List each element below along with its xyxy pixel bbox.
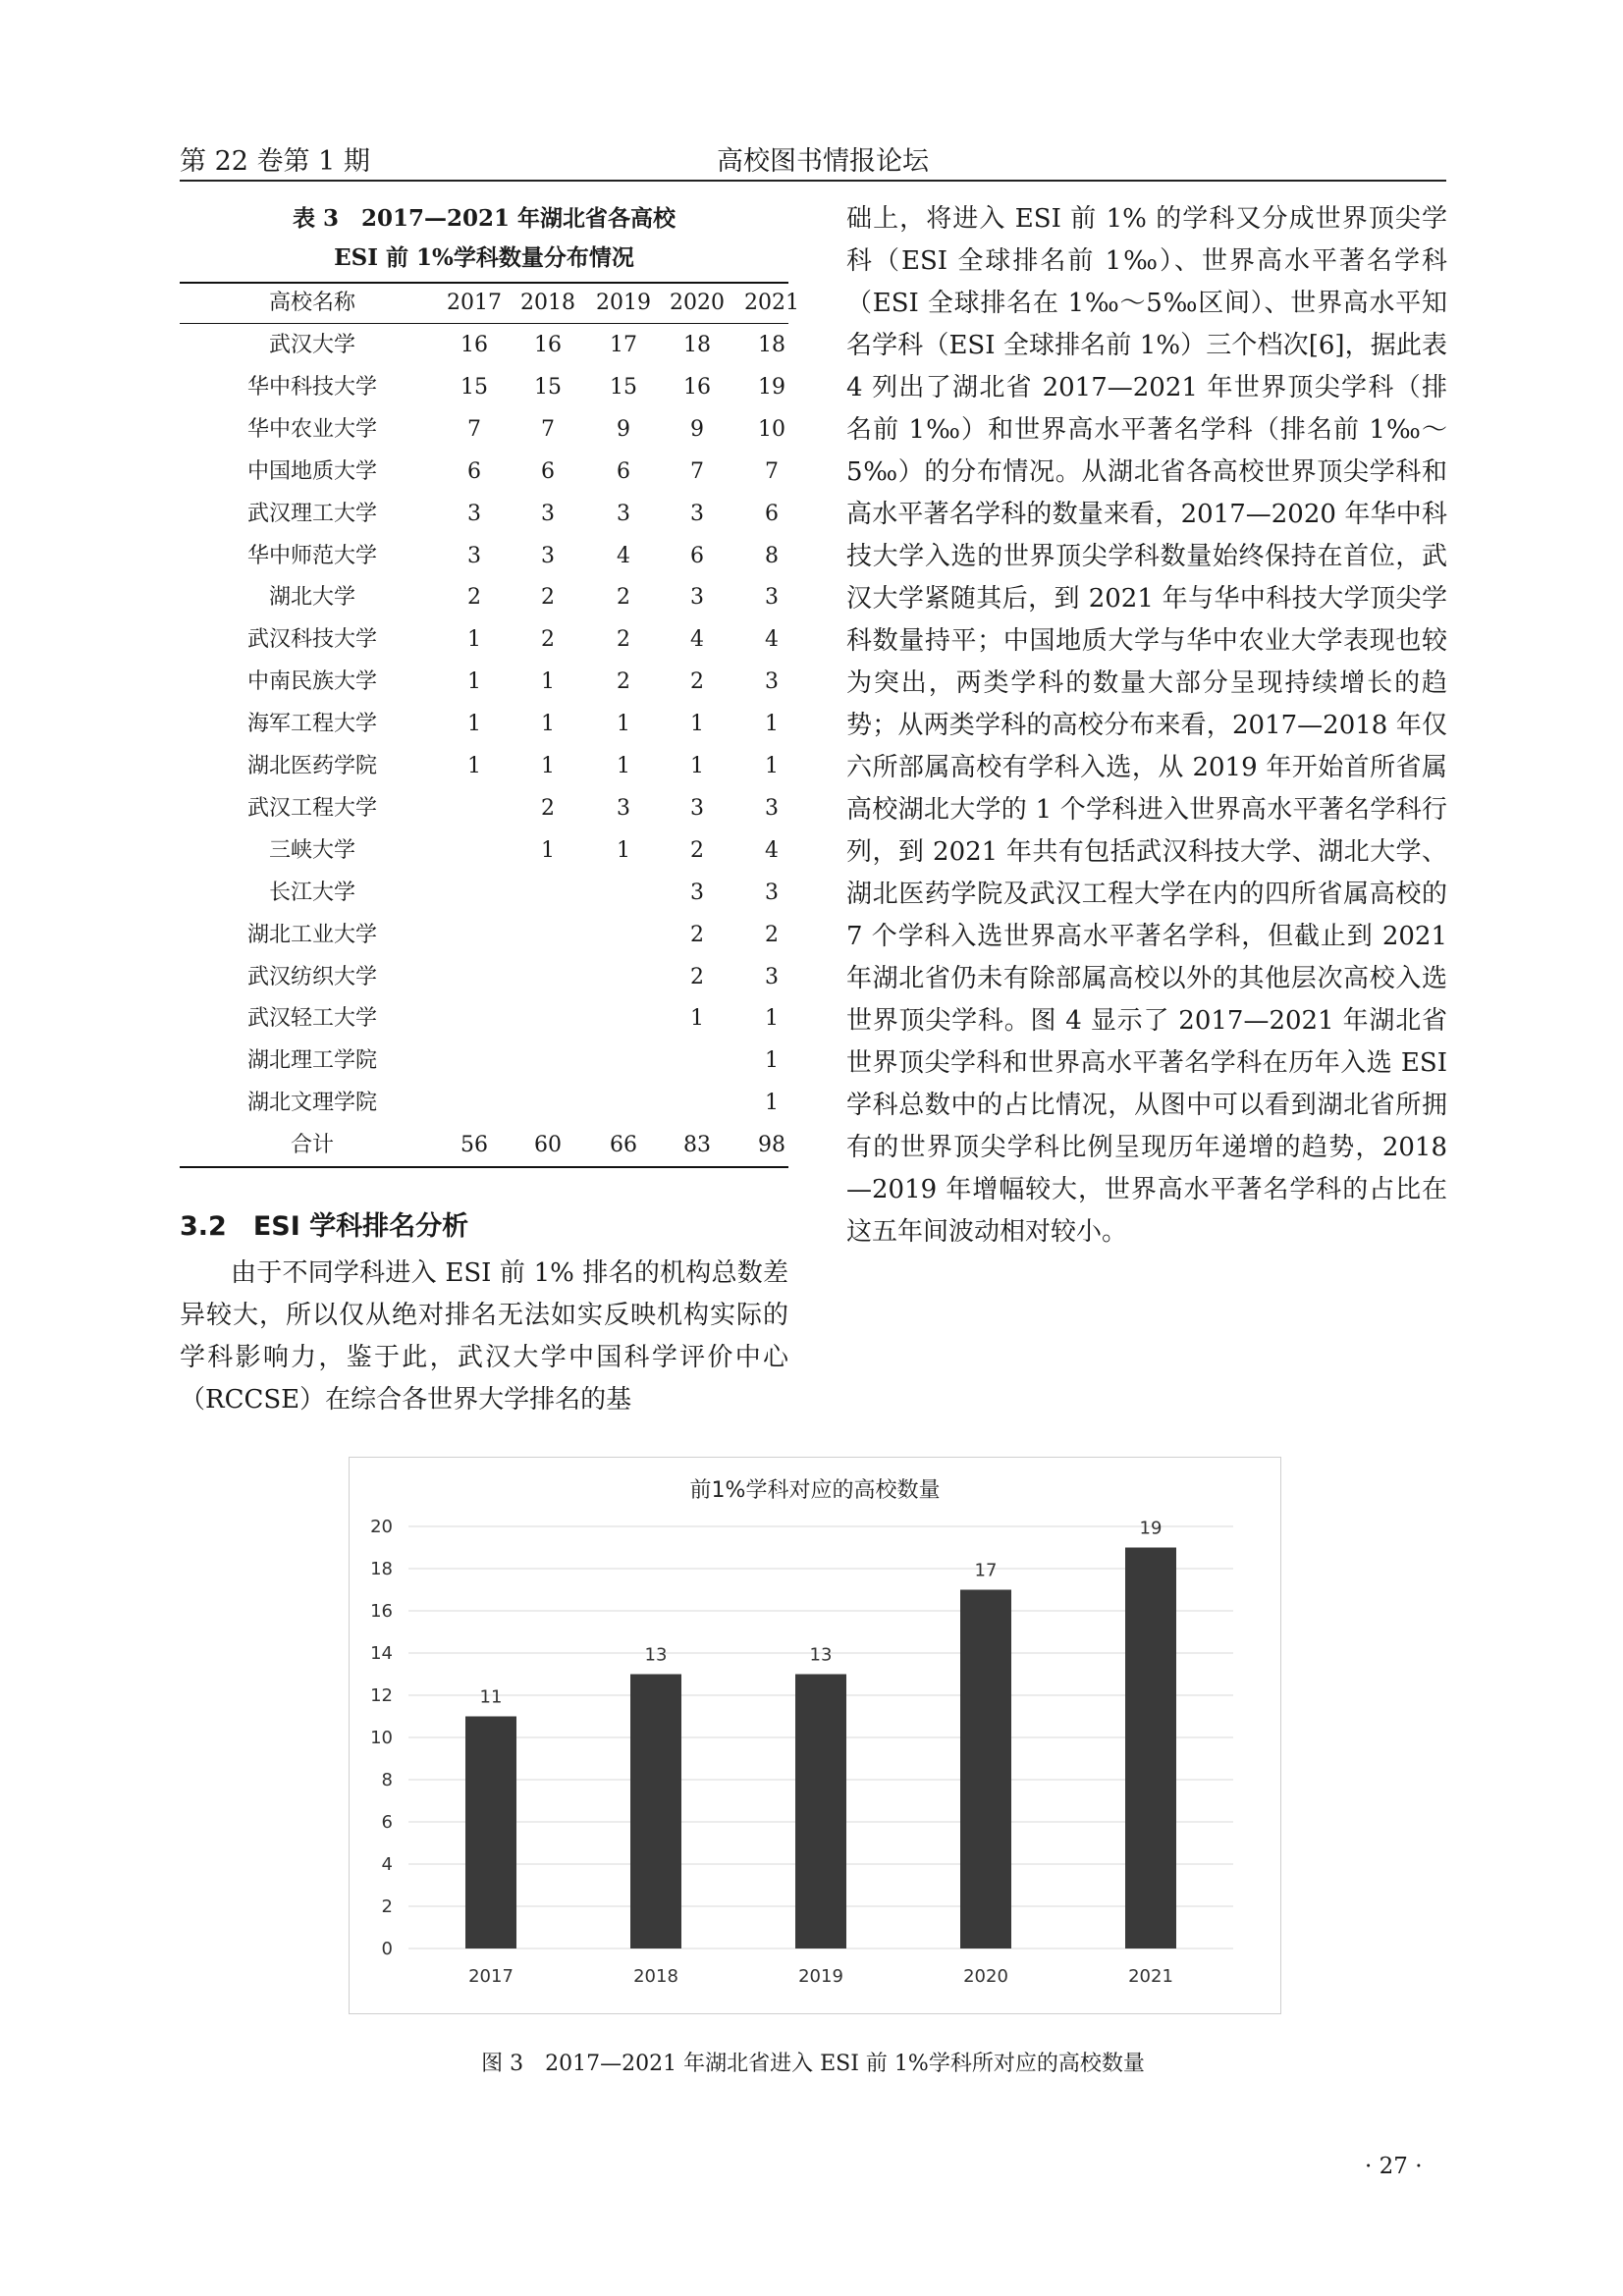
table-cell-value: 2017 bbox=[447, 291, 502, 315]
header-rule bbox=[180, 180, 1446, 182]
table-cell-value: 2 bbox=[690, 964, 704, 989]
body-paragraph: 础上，将进入 ESI 前 1% 的学科又分成世界顶尖学科（ESI 全球排名前 1‰）、世界高水平著名学科（ESI 全球排名在 1‰～5‰区间）、世界高水平知名学科（ESI 全球排名前 1%）三个档次[6]，据此表 4 列出了湖北省 2017—2021 年世界顶尖学科（排名前 1‰）和世界高水平著名学科（排名前 1‰～5‰）的分布情况。从湖北省各高校世界顶尖学科和高水平著名学科的数量来看，2017—2020 年华中科技大学入选的世界顶尖学科数量始终保持在首位，武汉大学紧随其后，到 2021 年与华中科技大学顶尖学科数量持平；中国地质大学与华中农业大学表现也较为突出，两类学科的数量大部分呈现持续增长的趋势；从两类学科的高校分布来看，2017—2018 年仅六所部属高校有学科入选，从 2019 年开始首所省属高校湖北大学的 1 个学科进入世界高水平著名学科行列，到 2021 年共有包括武汉科技大学、湖北大学、湖北医药学院及武汉工程大学在内的四所省属高校的 7 个学科入选世界高水平著名学科，但截止到 2021 年湖北省仍未有除部属高校以外的其他层次高校入选世界顶尖学科。图 4 显示了 2017—2021 年湖北省世界顶尖学科和世界高水平著名学科在历年入选 ESI 学科总数中的占比情况，从图中可以看到湖北省所拥有的世界顶尖学科比例呈现历年递增的趋势，2018—2019 年增幅较大，世界高水平著名学科的占比在这五年间波动相对较小。 bbox=[846, 204, 1447, 1247]
y-tick-label: 6 bbox=[381, 1812, 393, 1833]
table-row bbox=[180, 997, 788, 1040]
table-cell-value: 7 bbox=[467, 416, 481, 442]
table-row bbox=[180, 451, 788, 493]
data-label: 11 bbox=[479, 1686, 503, 1708]
y-tick-label: 0 bbox=[381, 1939, 393, 1959]
bar bbox=[960, 1590, 1011, 1949]
y-tick-label: 8 bbox=[381, 1770, 393, 1790]
table-cell-value: 2 bbox=[617, 669, 630, 695]
chart-canvas bbox=[350, 1458, 1280, 2013]
figure-caption: 图 3 2017—2021 年湖北省进入 ESI 前 1%学科所对应的高校数量 bbox=[481, 2052, 1145, 2076]
table-cell-value: 15 bbox=[534, 374, 562, 400]
table-cell-value: 16 bbox=[534, 333, 562, 357]
table-cell-value: 7 bbox=[690, 458, 704, 484]
table-cell-value: 16 bbox=[460, 333, 488, 357]
table-cell-value: 2 bbox=[541, 627, 555, 653]
table-cell-value: 19 bbox=[758, 374, 785, 400]
y-tick-label: 18 bbox=[370, 1559, 393, 1579]
x-tick-label: 2017 bbox=[468, 1966, 514, 1987]
table-cell-value: 8 bbox=[765, 543, 779, 568]
table-cell-value: 2021 bbox=[744, 291, 799, 315]
table-cell-name: 武汉大学 bbox=[268, 333, 355, 357]
table-row bbox=[180, 535, 788, 577]
y-tick-label: 14 bbox=[370, 1643, 393, 1664]
table-cell-value: 3 bbox=[690, 501, 704, 526]
table-cell-value: 7 bbox=[765, 458, 779, 484]
bar bbox=[630, 1675, 681, 1949]
table-cell-value: 1 bbox=[765, 1006, 779, 1032]
table-cell-value: 2018 bbox=[520, 291, 575, 315]
table-cell-value: 18 bbox=[683, 333, 711, 357]
table-cell-value: 3 bbox=[765, 669, 779, 695]
table-cell-value: 2 bbox=[690, 837, 704, 863]
table-cell-value: 2 bbox=[765, 922, 779, 947]
table-cell-value: 1 bbox=[467, 669, 481, 695]
table-cell-name: 海军工程大学 bbox=[246, 712, 377, 737]
table-subtitle: ESI 前 1%学科数量分布情况 bbox=[334, 244, 634, 271]
table-row bbox=[180, 493, 788, 535]
table-cell-value: 2 bbox=[617, 585, 630, 611]
x-tick-label: 2019 bbox=[798, 1966, 843, 1987]
table-bottom-rule bbox=[180, 1166, 788, 1168]
table-cell-value: 15 bbox=[460, 374, 488, 400]
bar-chart bbox=[349, 1457, 1281, 2014]
table-cell-value: 3 bbox=[765, 880, 779, 905]
table-cell-value: 1 bbox=[690, 754, 704, 778]
table-cell-value: 98 bbox=[758, 1133, 785, 1158]
table-cell-value: 2 bbox=[541, 585, 555, 611]
section-heading: 3.2 ESI 学科排名分析 bbox=[180, 1211, 469, 1242]
table-row bbox=[180, 1082, 788, 1124]
table-cell-value: 1 bbox=[765, 1048, 779, 1074]
table-cell-name: 武汉理工大学 bbox=[246, 501, 377, 526]
table-cell-value: 18 bbox=[758, 333, 785, 357]
table-cell-value: 3 bbox=[690, 585, 704, 611]
table-cell-value: 83 bbox=[683, 1133, 711, 1158]
y-tick-label: 10 bbox=[370, 1728, 393, 1748]
y-tick-label: 4 bbox=[381, 1854, 393, 1875]
table-cell-value: 3 bbox=[541, 501, 555, 526]
table-row bbox=[180, 703, 788, 745]
table-cell-value: 2 bbox=[541, 795, 555, 821]
y-tick-label: 2 bbox=[381, 1896, 393, 1917]
table-row bbox=[180, 914, 788, 956]
table-cell-name: 三峡大学 bbox=[268, 837, 355, 863]
left-column-text bbox=[180, 1253, 788, 1421]
table-cell-value: 1 bbox=[467, 627, 481, 653]
table-cell-value: 9 bbox=[617, 416, 630, 442]
table-cell-value: 4 bbox=[690, 627, 704, 653]
table-cell-value: 3 bbox=[765, 585, 779, 611]
table-cell-name: 华中科技大学 bbox=[246, 374, 377, 400]
table-cell-value: 1 bbox=[765, 712, 779, 737]
table-cell-value: 2020 bbox=[670, 291, 725, 315]
table-row bbox=[180, 661, 788, 703]
table-cell-name: 湖北文理学院 bbox=[246, 1091, 377, 1116]
table-cell-value: 1 bbox=[467, 712, 481, 737]
table-cell-value: 3 bbox=[617, 501, 630, 526]
table-cell-value: 4 bbox=[765, 627, 779, 653]
table-cell-value: 3 bbox=[467, 543, 481, 568]
table-cell-value: 7 bbox=[541, 416, 555, 442]
table-title: 表 3 2017—2021 年湖北省各高校 bbox=[292, 205, 676, 232]
data-label: 19 bbox=[1139, 1518, 1163, 1539]
table-cell-value: 1 bbox=[617, 754, 630, 778]
table-cell-value: 1 bbox=[467, 754, 481, 778]
table-cell-value: 10 bbox=[758, 416, 785, 442]
table-cell-value: 1 bbox=[690, 712, 704, 737]
table-cell-value: 4 bbox=[765, 837, 779, 863]
table-row bbox=[180, 408, 788, 451]
table-cell-name: 华中师范大学 bbox=[246, 543, 377, 568]
table-cell-value: 3 bbox=[690, 880, 704, 905]
table-row bbox=[180, 829, 788, 872]
y-tick-label: 20 bbox=[370, 1517, 393, 1537]
table-cell-value: 3 bbox=[690, 795, 704, 821]
table-header-row bbox=[180, 282, 799, 324]
x-tick-label: 2020 bbox=[963, 1966, 1008, 1987]
table-cell-name: 华中农业大学 bbox=[246, 416, 377, 442]
table-cell-value: 2 bbox=[690, 669, 704, 695]
table-cell-value: 1 bbox=[765, 754, 779, 778]
table-cell-value: 1 bbox=[765, 1091, 779, 1116]
table-cell-value: 66 bbox=[610, 1133, 637, 1158]
table-cell-value: 3 bbox=[765, 795, 779, 821]
table-cell-value: 2 bbox=[617, 627, 630, 653]
y-tick-label: 16 bbox=[370, 1601, 393, 1622]
page-number: · 27 · bbox=[1365, 2154, 1423, 2179]
table-cell-value: 1 bbox=[541, 754, 555, 778]
table-cell-name: 武汉工程大学 bbox=[246, 795, 377, 821]
table-cell-value: 3 bbox=[467, 501, 481, 526]
table-cell-value: 3 bbox=[541, 543, 555, 568]
journal-title: 高校图书情报论坛 bbox=[717, 146, 929, 177]
table-cell-name: 武汉纺织大学 bbox=[246, 964, 377, 989]
right-column-text bbox=[846, 198, 1447, 1254]
table-row bbox=[180, 576, 788, 618]
table-cell-value: 16 bbox=[683, 374, 711, 400]
table-cell-value: 6 bbox=[690, 543, 704, 568]
table-row bbox=[180, 1040, 788, 1082]
table-cell-value: 1 bbox=[541, 837, 555, 863]
data-label: 13 bbox=[644, 1644, 668, 1666]
table-cell-name: 湖北理工学院 bbox=[246, 1048, 377, 1074]
table-row bbox=[180, 956, 788, 998]
table-cell-value: 2 bbox=[467, 585, 481, 611]
x-tick-label: 2021 bbox=[1128, 1966, 1173, 1987]
table-cell-value: 2019 bbox=[596, 291, 651, 315]
data-label: 13 bbox=[809, 1644, 833, 1666]
table-cell-value: 1 bbox=[617, 712, 630, 737]
table-cell-value: 6 bbox=[467, 458, 481, 484]
data-label: 17 bbox=[974, 1560, 998, 1581]
chart-title: 前1%学科对应的高校数量 bbox=[689, 1478, 941, 1503]
table-cell-value: 60 bbox=[534, 1133, 562, 1158]
table-cell-name: 长江大学 bbox=[268, 880, 355, 905]
table-cell-name: 湖北大学 bbox=[268, 585, 355, 611]
journal-volume: 第 22 卷第 1 期 bbox=[180, 146, 370, 177]
bar bbox=[1125, 1548, 1176, 1949]
table-cell-value: 1 bbox=[541, 712, 555, 737]
table-row bbox=[180, 1124, 788, 1166]
x-tick-label: 2018 bbox=[633, 1966, 678, 1987]
table-cell-value: 1 bbox=[690, 1006, 704, 1032]
y-tick-label: 12 bbox=[370, 1685, 393, 1706]
table-row bbox=[180, 787, 788, 829]
body-paragraph: 由于不同学科进入 ESI 前 1% 排名的机构总数差异较大，所以仅从绝对排名无法如实反映机构实际的学科影响力，鉴于此，武汉大学中国科学评价中心（RCCSE）在综合各世界大学排名的基 bbox=[180, 1258, 788, 1415]
table-cell-name: 湖北工业大学 bbox=[246, 922, 377, 947]
table-cell-name: 中南民族大学 bbox=[246, 669, 377, 695]
table-cell-value: 15 bbox=[610, 374, 637, 400]
table-cell-value: 6 bbox=[765, 501, 779, 526]
table-cell-value: 3 bbox=[765, 964, 779, 989]
table-cell-name: 中国地质大学 bbox=[246, 458, 377, 484]
table-row bbox=[180, 618, 788, 661]
table-row bbox=[180, 745, 788, 787]
table-cell-value: 9 bbox=[690, 416, 704, 442]
bar bbox=[795, 1675, 846, 1949]
table-cell-name: 湖北医药学院 bbox=[246, 754, 377, 778]
table-row bbox=[180, 324, 788, 366]
table-cell-name: 武汉科技大学 bbox=[246, 627, 377, 653]
table-cell-value: 1 bbox=[617, 837, 630, 863]
table-cell-name: 合计 bbox=[290, 1133, 334, 1158]
table-row bbox=[180, 872, 788, 914]
table-cell-value: 6 bbox=[617, 458, 630, 484]
table-cell-value: 6 bbox=[541, 458, 555, 484]
table-cell-name: 高校名称 bbox=[268, 291, 355, 315]
table-cell-value: 4 bbox=[617, 543, 630, 568]
table-cell-value: 2 bbox=[690, 922, 704, 947]
table-cell-value: 3 bbox=[617, 795, 630, 821]
table-row bbox=[180, 366, 788, 408]
bar bbox=[465, 1717, 516, 1949]
table-cell-value: 17 bbox=[610, 333, 637, 357]
table-cell-name: 武汉轻工大学 bbox=[246, 1006, 377, 1032]
table-cell-value: 1 bbox=[541, 669, 555, 695]
table-cell-value: 56 bbox=[460, 1133, 488, 1158]
